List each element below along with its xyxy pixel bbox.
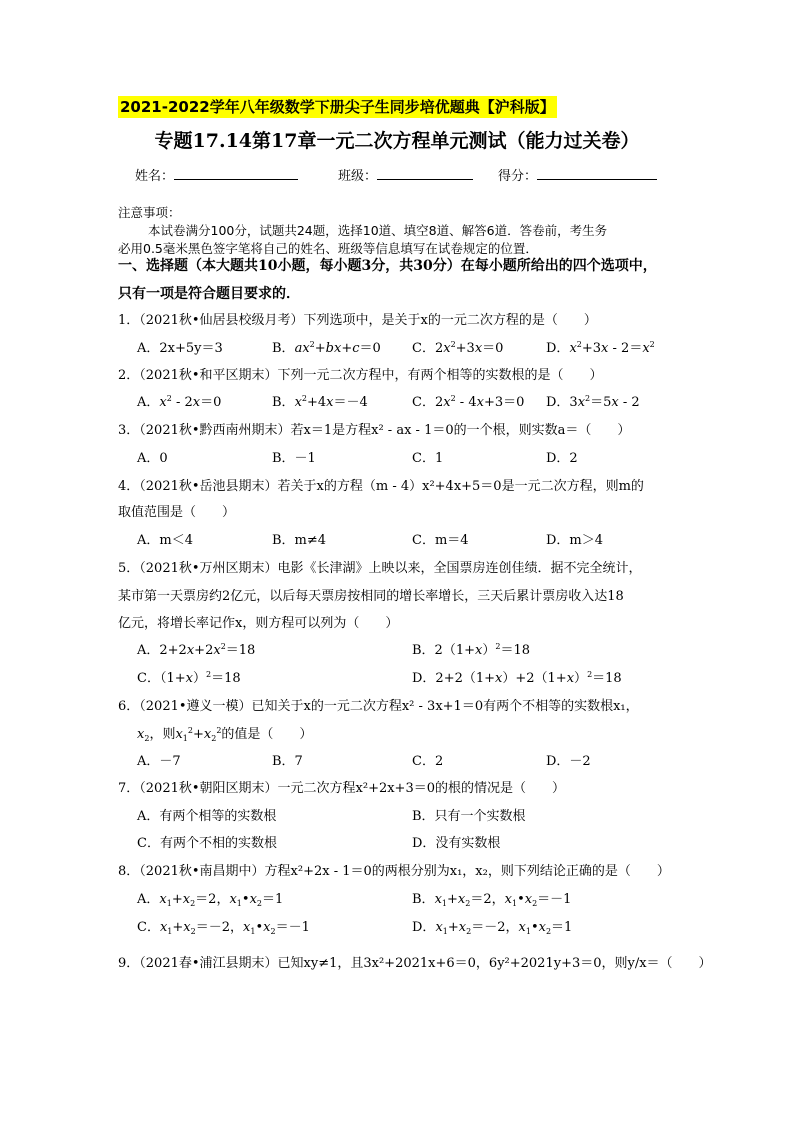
question-7-stem: 7．（2021秋•朝阳区期末）一元二次方程x²+2x+3＝0的根的情况是（ ） [118,781,565,796]
q7-option-d: D．没有实数根 [412,836,501,851]
q6-option-a: A．－7 [137,754,181,769]
q6-option-d: D．－2 [546,754,591,769]
q5-option-d: D．$2+2(1+x)+2(1+x)^2=18$ [412,670,622,686]
series-banner: 2021-2022学年八年级数学下册尖子生同步培优题典【沪科版】 [120,98,555,116]
question-4-stem-2: 取值范围是（ ） [118,505,236,520]
question-5-stem-1: 5．（2021秋•万州区期末）电影《长津湖》上映以来，全国票房连创佳绩．据不完全统计， [118,561,642,576]
q2-option-c: C．$2x^2 - 4x+3=0$ [412,394,525,410]
name-label: 姓名： [135,169,175,184]
name-blank [174,165,298,180]
q2-option-b: B．$x^2+4x=-4$ [272,394,368,410]
score-field [498,165,657,187]
q2-option-a: A．$x^2 - 2x=0$ [137,394,222,410]
question-2-stem: 2．（2021秋•和平区期末）下列一元二次方程中，有两个相等的实数根的是（ ） [118,368,603,383]
q7-option-c: C．有两个不相的实数根 [137,836,277,851]
class-field [338,165,473,187]
question-6-stem: 6．（2021•遵义一模）已知关于x的一元二次方程x² - 3x+1＝0有两个不相等的实数根x₁， [118,699,639,714]
q4-option-a: A．m＜4 [137,533,193,548]
question-9-stem: 9．（2021春•浦江县期末）已知xy≠1，且3x²+2021x+6＝0，6y²+2021y+3＝0，则y/x＝（ ） [118,956,712,971]
question-5-stem-2: 某市第一天票房约2亿元，以后每天票房按相同的增长率增长，三天后累计票房收入达18 [118,589,624,604]
question-5-stem-3: 亿元，将增长率记作x，则方程可以列为（ ） [118,616,399,631]
notes-heading: 注意事项： [118,205,181,220]
score-blank [537,165,657,180]
q7-option-b: B．只有一个实数根 [412,809,526,824]
q5-option-b: B．$2(1+x)^2=18$ [412,642,530,658]
question-8-stem: 8．（2021秋•南昌期中）方程x²+2x - 1＝0的两根分别为x₁，x₂，则下列结论正确的是（ ） [118,864,670,879]
section-heading-2: 只有一项是符合题目要求的． [118,286,300,302]
exam-title: 专题17.14第17章一元二次方程单元测试（能力过关卷） [154,130,640,152]
section-heading-1: 一、选择题（本大题共10小题，每小题3分，共30分）在每小题所给出的四个选项中， [118,258,657,274]
q5-option-c: C．$(1+x)^2=18$ [137,670,241,686]
q4-option-b: B．m≠4 [272,533,327,548]
q6-option-c: C．2 [412,754,444,769]
q3-option-c: C．1 [412,451,444,466]
notes-line-1: 本试卷满分100分，试题共24题，选择10道、填空8道、解答6道．答卷前，考生务 [148,223,608,238]
question-3-stem: 3．（2021秋•黔西南州期末）若x＝1是方程x² - ax - 1＝0的一个根，则实数a＝（ ） [118,423,631,438]
q1-option-d: D．$x^2+3x - 2=x^2$ [546,340,655,356]
q4-option-d: D．m＞4 [546,533,604,548]
question-4-stem-1: 4．（2021秋•岳池县期末）若关于x的方程（m - 4）x²+4x+5＝0是一元二次方程，则m的 [118,479,644,494]
q8-option-a: A．$x_1+x_2=2$，$x_1•x_2=1$ [137,892,284,908]
question-6-stem-2: $x_2$，则$x_1^2+x_2^2$的值是（ ） [137,726,313,743]
q8-option-b: B．$x_1+x_2=2$，$x_1•x_2=-1$ [412,892,572,908]
q1-option-b: B．$ax^2+bx+c=0$ [272,340,381,356]
class-label: 班级： [338,169,378,184]
q8-option-c: C．$x_1+x_2=-2$，$x_1•x_2=-1$ [137,920,310,936]
q8-option-d: D．$x_1+x_2=-2$，$x_1•x_2=1$ [412,920,573,936]
q5-option-a: A．$2+2x+2x^2=18$ [137,642,256,658]
score-label: 得分： [498,169,538,184]
q3-option-b: B．－1 [272,451,316,466]
q1-option-c: C．$2x^2+3x=0$ [412,340,504,356]
class-blank [377,165,473,180]
q3-option-d: D．2 [546,451,578,466]
q7-option-a: A．有两个相等的实数根 [137,809,277,824]
q3-option-a: A．0 [137,451,168,466]
q6-option-b: B．7 [272,754,303,769]
q1-option-a: A．2x+5y＝3 [137,341,223,356]
q2-option-d: D．$3x^2=5x - 2$ [546,394,640,410]
question-1-stem: 1．（2021秋•仙居县校级月考）下列选项中，是关于x的一元二次方程的是（ ） [118,313,597,328]
name-field [135,165,298,187]
notes-line-2: 必用0.5毫米黑色签字笔将自己的姓名、班级等信息填写在试卷规定的位置． [118,241,538,256]
q4-option-c: C．m＝4 [412,533,469,548]
